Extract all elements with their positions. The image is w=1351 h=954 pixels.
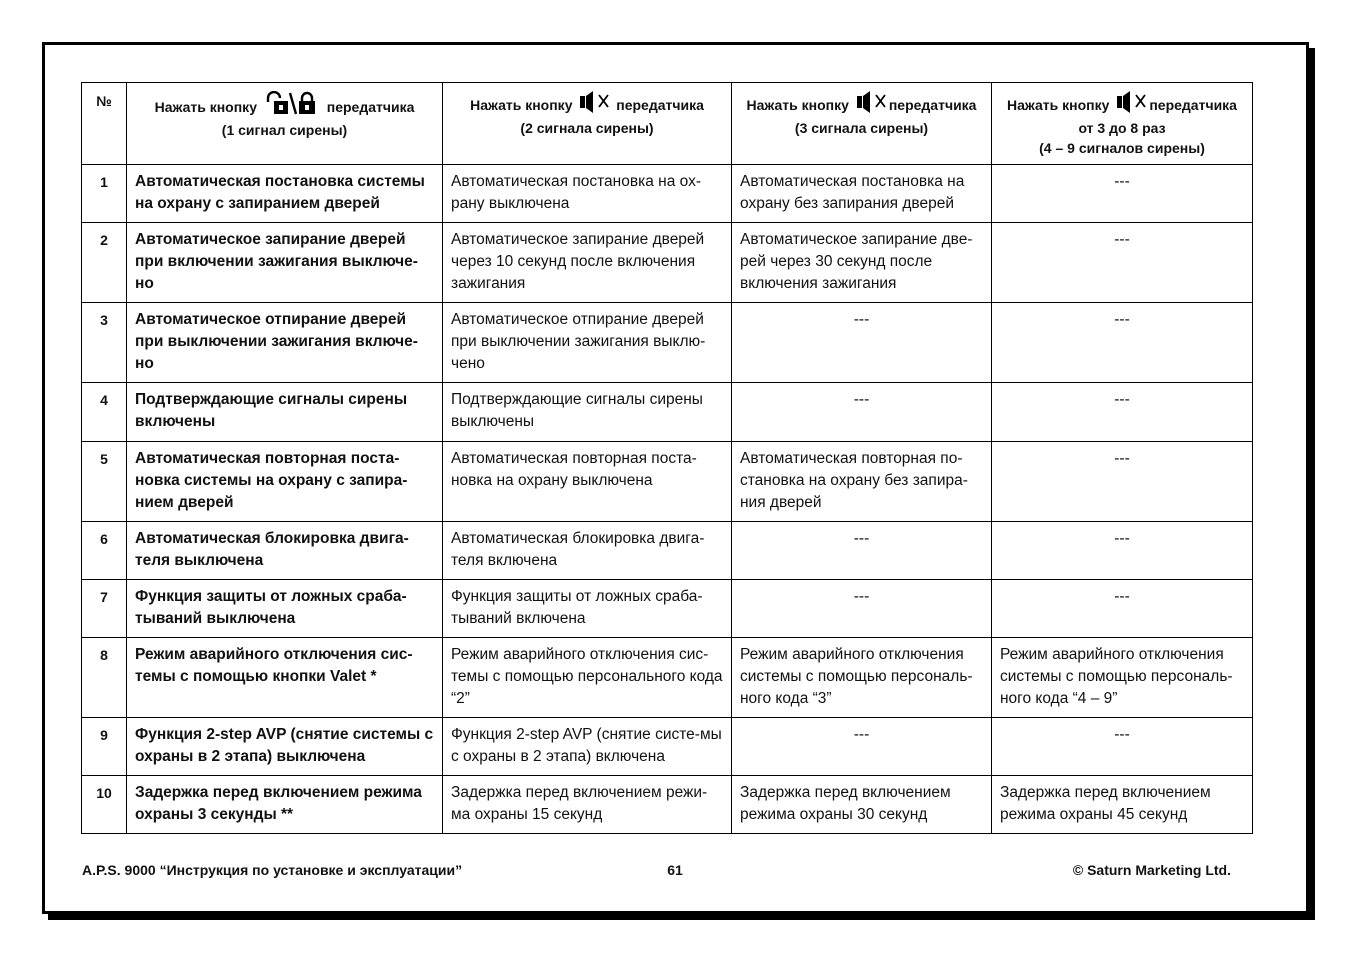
cell-option-4: ---: [992, 580, 1253, 638]
header-col1-sub: (1 сигнал сирены): [221, 122, 348, 138]
cell-option-2: Автоматическая повторная поста-новка на охрану выключена: [443, 442, 732, 522]
footer-copyright: © Saturn Marketing Ltd.: [1072, 862, 1231, 878]
siren-mute-icon: [579, 91, 609, 118]
header-col4-prefix: Нажать кнопку: [1007, 97, 1110, 113]
cell-setting: Режим аварийного отключения сис-темы с помощью кнопки Valet *: [127, 638, 443, 718]
cell-option-2: Автоматическое запирание дверей через 10 секунд после включения зажигания: [443, 223, 732, 303]
siren-mute-icon: [1116, 91, 1146, 118]
cell-option-3: Режим аварийного отключения системы с помощью персональ-ного кода “3”: [732, 638, 992, 718]
cell-setting: Автоматическое отпирание дверей при выключении зажигания включе-но: [127, 303, 443, 383]
header-col1-suffix: передатчика: [326, 99, 415, 115]
row-number: 9: [82, 718, 127, 776]
table-row: [82, 580, 1253, 638]
row-number: 10: [82, 776, 127, 834]
settings-table: [81, 82, 1253, 834]
table-row: [82, 522, 1253, 580]
cell-option-3: ---: [732, 580, 992, 638]
header-col3: [732, 83, 992, 165]
row-number: 2: [82, 223, 127, 303]
header-col1-prefix: Нажать кнопку: [154, 99, 257, 115]
table-row: [82, 718, 1253, 776]
header-row: [82, 83, 1253, 165]
row-number: 6: [82, 522, 127, 580]
cell-setting: Автоматическая повторная поста-новка системы на охрану с запира-нием дверей: [127, 442, 443, 522]
header-col4-sub2: (4 – 9 сигналов сирены): [1039, 140, 1205, 156]
header-col3-sub: (3 сигнала сирены): [794, 120, 929, 136]
cell-option-2: Автоматическая постановка на ох-рану выключена: [443, 165, 732, 223]
cell-option-4: ---: [992, 165, 1253, 223]
cell-option-4: Режим аварийного отключения системы с помощью персональ-ного кода “4 – 9”: [992, 638, 1253, 718]
header-col4: [992, 83, 1253, 165]
footer-page-number: 61: [667, 862, 683, 878]
cell-option-2: Режим аварийного отключения сис-темы с помощью персонального кода “2”: [443, 638, 732, 718]
cell-setting: Подтверждающие сигналы сирены включены: [127, 383, 443, 442]
cell-option-3: Автоматическая повторная по-становка на охрану без запира-ния дверей: [732, 442, 992, 522]
cell-option-2: Функция 2-step AVP (снятие систе-мы с охраны в 2 этапа) включена: [443, 718, 732, 776]
header-col4-suffix: передатчика: [1149, 97, 1237, 113]
table-row: [82, 383, 1253, 442]
table-row: [82, 303, 1253, 383]
cell-option-4: ---: [992, 223, 1253, 303]
table-row: [82, 638, 1253, 718]
header-col3-suffix: передатчика: [888, 97, 977, 113]
row-number: 8: [82, 638, 127, 718]
cell-option-3: ---: [732, 303, 992, 383]
cell-option-3: Автоматическое запирание две-рей через 30 секунд после включения зажигания: [732, 223, 992, 303]
cell-option-2: Автоматическая блокировка двига-теля включена: [443, 522, 732, 580]
cell-option-3: Автоматическая постановка на охрану без запирания дверей: [732, 165, 992, 223]
header-col2-suffix: передатчика: [616, 97, 704, 113]
cell-option-4: ---: [992, 718, 1253, 776]
cell-option-3: ---: [732, 522, 992, 580]
table-row: [82, 165, 1253, 223]
cell-option-4: ---: [992, 383, 1253, 442]
row-number: 3: [82, 303, 127, 383]
cell-option-2: Задержка перед включением режи-ма охраны 15 секунд: [443, 776, 732, 834]
header-col3-prefix: Нажать кнопку: [746, 97, 849, 113]
row-number: 4: [82, 383, 127, 442]
cell-option-4: ---: [992, 522, 1253, 580]
row-number: 5: [82, 442, 127, 522]
header-col2-prefix: Нажать кнопку: [470, 97, 573, 113]
header-col4-sub: от 3 до 8 раз: [1078, 120, 1166, 136]
table-row: [82, 223, 1253, 303]
cell-option-2: Автоматическое отпирание дверей при выключении зажигания выклю-чено: [443, 303, 732, 383]
cell-option-3: ---: [732, 383, 992, 442]
cell-setting: Автоматическая блокировка двига-теля выключена: [127, 522, 443, 580]
row-number: 7: [82, 580, 127, 638]
table-row: [82, 776, 1253, 834]
cell-setting: Функция защиты от ложных сраба-тываний выключена: [127, 580, 443, 638]
cell-option-4: ---: [992, 303, 1253, 383]
header-col2-sub: (2 сигнала сирены): [520, 120, 654, 136]
cell-setting: Задержка перед включением режима охраны 3 секунды **: [127, 776, 443, 834]
cell-option-2: Функция защиты от ложных сраба-тываний включена: [443, 580, 732, 638]
cell-option-3: Задержка перед включением режима охраны 30 секунд: [732, 776, 992, 834]
header-col2: [443, 83, 732, 165]
cell-option-4: ---: [992, 442, 1253, 522]
lock-unlock-icon: [264, 91, 320, 120]
cell-option-3: ---: [732, 718, 992, 776]
header-col1: [127, 83, 443, 165]
footer-document-title: A.P.S. 9000 “Инструкция по установке и эксплуатации”: [82, 862, 463, 878]
header-num: №: [82, 83, 127, 165]
cell-setting: Автоматическое запирание дверей при включении зажигания выключе-но: [127, 223, 443, 303]
cell-setting: Функция 2-step AVP (снятие системы с охраны в 2 этапа) выключена: [127, 718, 443, 776]
cell-setting: Автоматическая постановка системы на охрану с запиранием дверей: [127, 165, 443, 223]
cell-option-4: Задержка перед включением режима охраны 45 секунд: [992, 776, 1253, 834]
row-number: 1: [82, 165, 127, 223]
siren-mute-icon: [856, 91, 886, 118]
table-row: [82, 442, 1253, 522]
cell-option-2: Подтверждающие сигналы сирены выключены: [443, 383, 732, 442]
